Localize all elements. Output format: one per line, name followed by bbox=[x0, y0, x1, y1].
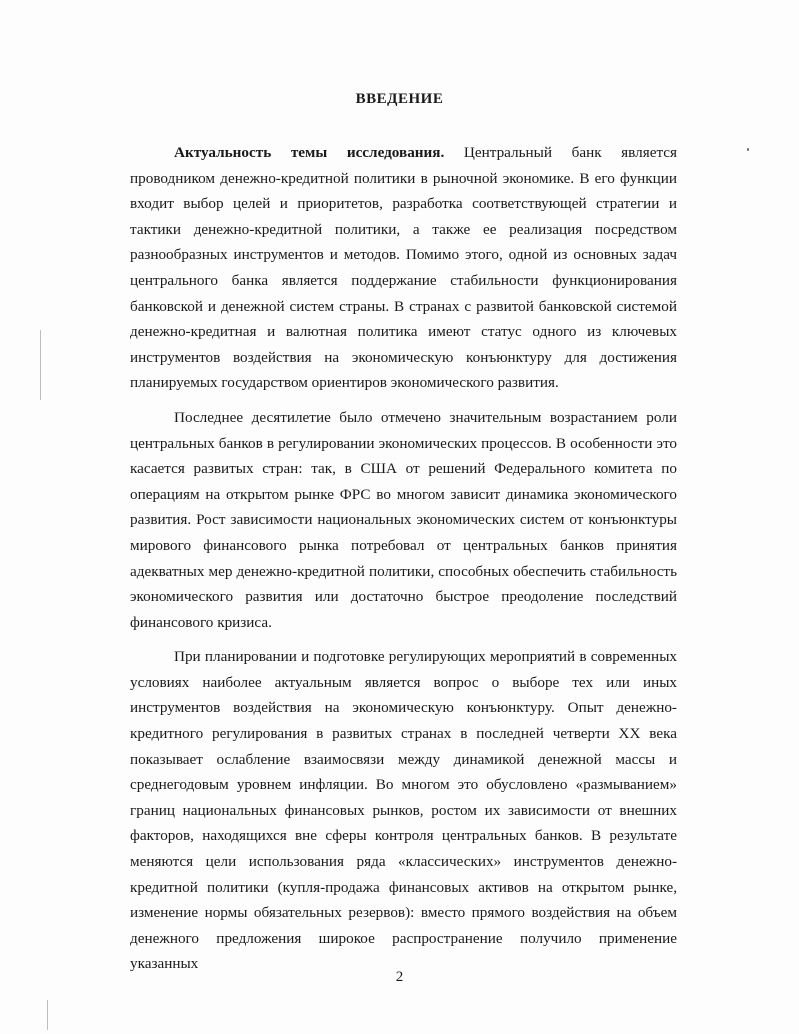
paragraph-lead: Актуальность темы исследования. bbox=[174, 144, 445, 161]
page-number: 2 bbox=[395, 969, 404, 985]
paragraph bbox=[130, 405, 677, 635]
paragraph-text: Центральный банк является проводником денежно-кредитной политики в рыночной экономике. В его функции входит выбор целей и приоритетов, разработка соответствующей стратегии и тактики денежно-кредитной политики, а также ее реализация посредством разнообразных инструментов и методов. Помимо этого, одной из основных задач центрального банка является поддержание стабильности функционирования банковской и денежной систем страны. В странах с развитой банковской системой денежно-кредитная и валютная политика имеют статус одного из ключевых инструментов воздействия на экономическую конъюнктуру для достижения планируемых государством ориентиров экономического развития. bbox=[130, 144, 677, 392]
paragraph-text: При планировании и подготовке регулирующих мероприятий в современных условиях наиболее актуальным является вопрос о выборе тех или иных инструментов воздействия на экономическую конъюнктуру. Опыт денежно-кредитного регулирования в развитых странах в последней четверти XX века показывает ослабление взаимосвязи между динамикой денежной массы и среднегодовым уровнем инфляции. Во многом это обусловлено «размыванием» границ национальных финансовых рынков, ростом их зависимости от внешних факторов, находящихся вне сферы контроля центральных банков. В результате меняются цели использования ряда «классических» инструментов денежно-кредитной политики (купля-продажа финансовых активов на открытом рынке, изменение нормы обязательных резервов): вместо прямого воздействия на объем денежного предложения широкое распространение получило применение указанных bbox=[130, 648, 677, 973]
paragraph bbox=[130, 140, 677, 396]
page-title: ВВЕДЕНИЕ bbox=[355, 91, 444, 107]
body-text bbox=[130, 140, 677, 977]
paragraph-text: Последнее десятилетие было отмечено значительным возрастанием роли центральных банков в регулировании экономических процессов. В особенности это касается развитых стран: так, в США от решений Федерального комитета по операциям на открытом рынке ФРС во многом зависит динамика экономического развития. Рост зависимости национальных экономических систем от конъюнктуры мирового финансового рынка потребовал от центральных банков принятия адекватных мер денежно-кредитной политики, способных обеспечить стабильность экономического развития или достаточно быстрое преодоление последствий финансового кризиса. bbox=[130, 408, 677, 631]
scan-margin-mark bbox=[40, 330, 41, 400]
paragraph bbox=[130, 644, 677, 977]
scan-margin-mark bbox=[47, 1000, 48, 1030]
scan-speck bbox=[747, 148, 749, 151]
